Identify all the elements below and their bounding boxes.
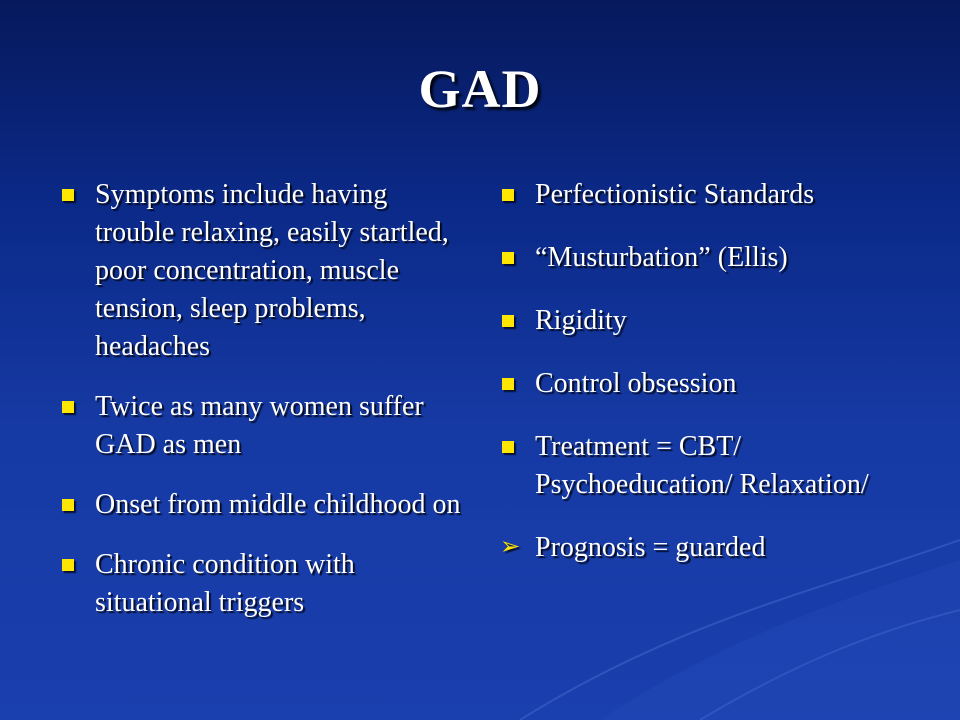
square-bullet-icon xyxy=(502,315,514,327)
list-item xyxy=(498,529,918,567)
square-bullet-icon xyxy=(502,441,514,453)
square-bullet-icon xyxy=(62,499,74,511)
list-item xyxy=(58,176,468,366)
square-bullet-icon xyxy=(62,559,74,571)
left-bullet-list xyxy=(58,176,468,644)
square-bullet-icon xyxy=(502,378,514,390)
list-item-text: “Musturbation” (Ellis) xyxy=(535,242,788,273)
list-item-text: Symptoms include having trouble relaxing, easily startled, poor concentration, muscle tension, sleep problems, headaches xyxy=(95,179,449,362)
list-item xyxy=(58,546,468,622)
list-item-text: Treatment = CBT/ Psychoeducation/ Relaxation/ xyxy=(535,431,869,500)
list-item-text: Rigidity xyxy=(535,305,627,336)
list-item-text: Control obsession xyxy=(535,368,737,399)
right-bullet-list xyxy=(498,176,918,592)
list-item xyxy=(58,486,468,524)
square-bullet-icon xyxy=(62,189,74,201)
arrow-bullet-icon: ➢ xyxy=(500,534,521,560)
square-bullet-icon xyxy=(502,252,514,264)
list-item xyxy=(498,365,918,403)
list-item-text: Perfectionistic Standards xyxy=(535,179,815,210)
list-item xyxy=(498,239,918,277)
slide-title: GAD xyxy=(418,59,542,119)
list-item xyxy=(498,302,918,340)
square-bullet-icon xyxy=(62,401,74,413)
list-item-text: Prognosis = guarded xyxy=(535,532,766,563)
list-item xyxy=(498,428,918,504)
list-item xyxy=(498,176,918,214)
list-item xyxy=(58,388,468,464)
square-bullet-icon xyxy=(502,189,514,201)
list-item-text: Chronic condition with situational triggers xyxy=(95,549,355,618)
list-item-text: Twice as many women suffer GAD as men xyxy=(95,391,424,460)
list-item-text: Onset from middle childhood on xyxy=(95,489,461,520)
